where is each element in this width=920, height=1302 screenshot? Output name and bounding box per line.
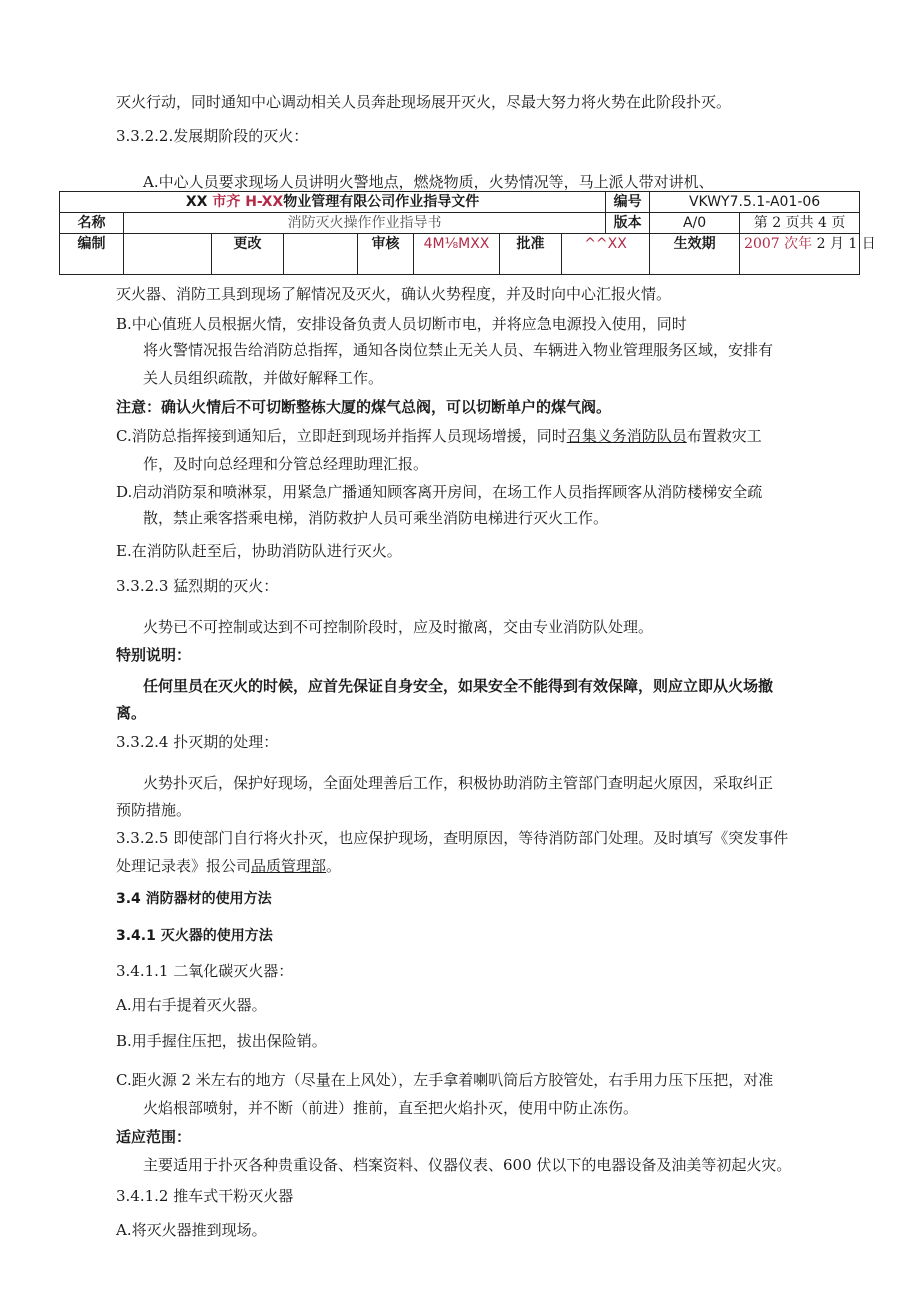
paragraph-line: 灭火器、消防工具到现场了解情况及灭火，确认火势程度，并及时向中心汇报火情。 bbox=[116, 285, 672, 303]
company-prefix: XX bbox=[185, 194, 208, 210]
edit-value bbox=[124, 234, 212, 275]
section-heading: 3.3.2.2.发展期阶段的灭火： bbox=[116, 127, 309, 145]
paragraph-segment: C.消防总指挥接到通知后，立即赶到现场并指挥人员现场增援，同时 bbox=[116, 427, 567, 445]
special-note-label: 特别说明： bbox=[116, 646, 192, 664]
paragraph-line: 灭火行动，同时通知中心调动相关人员奔赴现场展开灭火，尽最大努力将火势在此阶段扑灭。 bbox=[116, 93, 732, 111]
special-note-text: 离。 bbox=[116, 704, 147, 722]
company-city: 市齐 bbox=[212, 194, 241, 210]
section-heading: 3.4.1.2 推车式干粉灭火器 bbox=[116, 1187, 294, 1205]
paragraph-line: 3.3.2.5 即使部门自行将火扑灭，也应保护现场，查明原因，等待消防部门处理。及时填写《突发事件 bbox=[116, 829, 789, 847]
company-code: H-XX bbox=[245, 194, 284, 210]
name-label: 名称 bbox=[60, 213, 124, 234]
paragraph-line: 散，禁止乘客搭乘电梯，消防救护人员可乘坐消防电梯进行灭火工作。 bbox=[143, 509, 609, 527]
paragraph-segment: 处理记录表》报公司 bbox=[116, 857, 252, 875]
paragraph-line: A.用右手提着灭火器。 bbox=[116, 996, 267, 1014]
document-header-table bbox=[59, 191, 876, 275]
change-value bbox=[284, 234, 358, 275]
paragraph-segment: 布置救灾工 bbox=[686, 427, 762, 445]
paragraph-line: 火焰根部喷射，并不断（前进）推前，直至把火焰扑灭，使用中防止冻伤。 bbox=[143, 1099, 639, 1117]
change-label: 更改 bbox=[212, 234, 284, 275]
section-heading: 3.3.2.3 猛烈期的灭火： bbox=[116, 577, 279, 595]
version-label: 版本 bbox=[606, 213, 650, 234]
paragraph-line: 作，及时向总经理和分管总经理助理汇报。 bbox=[143, 455, 429, 473]
version-value: A/0 bbox=[650, 213, 740, 234]
notice-text: 注意：确认火情后不可切断整栋大厦的煤气总阀，可以切断单户的煤气阀。 bbox=[116, 398, 612, 416]
effective-year: 2007 次年 bbox=[744, 236, 813, 252]
paragraph-line: C.距火源 2 米左右的地方（尽量在上风处），左手拿着喇叭筒后方胶管处，右手用力压下压把，对准 bbox=[116, 1071, 774, 1089]
code-label: 编号 bbox=[606, 192, 650, 213]
page-info: 第 2 页共 4 页 bbox=[740, 213, 860, 234]
paragraph-line: A.中心人员要求现场人员讲明火警地点，燃烧物质，火势情况等，马上派人带对讲机、 bbox=[143, 173, 714, 191]
paragraph-line: 将火警情况报告给消防总指挥，通知各岗位禁止无关人员、车辆进入物业管理服务区域，安排有 bbox=[143, 341, 774, 359]
section-heading: 3.3.2.4 扑灭期的处理： bbox=[116, 733, 279, 751]
company-suffix: 物业管理有限公司作业指导文件 bbox=[283, 194, 480, 210]
paragraph-line: A.将灭火器推到现场。 bbox=[116, 1221, 267, 1239]
review-label: 审核 bbox=[358, 234, 414, 275]
quality-dept-link: 品质管理部 bbox=[251, 857, 327, 875]
approve-label: 批准 bbox=[500, 234, 562, 275]
approve-value: ^^XX bbox=[562, 234, 650, 275]
code-value: VKWY7.5.1-A01-06 bbox=[650, 192, 860, 213]
volunteer-team-link: 召集义务消防队员 bbox=[566, 427, 687, 445]
special-note-text: 任何里员在灭火的时候，应首先保证自身安全，如果安全不能得到有效保障，则应立即从火场撤 bbox=[143, 677, 774, 695]
paragraph-line: B.中心值班人员根据火情，安排设备负责人员切断市电，并将应急电源投入使用，同时 bbox=[116, 315, 687, 333]
paragraph-line bbox=[116, 856, 341, 876]
paragraph-line: 火势扑灭后，保护好现场，全面处理善后工作，积极协助消防主管部门查明起火原因，采取纠正 bbox=[143, 774, 774, 792]
paragraph-line: 火势已不可控制或达到不可控制阶段时，应及时撤离，交由专业消防队处理。 bbox=[143, 618, 654, 636]
edit-label: 编制 bbox=[60, 234, 124, 275]
paragraph-line: D.启动消防泵和喷淋泵，用紧急广播通知顾客离开房间，在场工作人员指挥顾客从消防楼梯安全疏 bbox=[116, 483, 763, 501]
paragraph-line: B.用手握住压把，拔出保险销。 bbox=[116, 1032, 327, 1050]
effective-date-cell bbox=[740, 234, 876, 275]
paragraph-line: E.在消防队赶至后，协助消防队进行灭火。 bbox=[116, 542, 402, 560]
effective-label: 生效期 bbox=[650, 234, 740, 275]
review-value: 4M⅛MXX bbox=[414, 234, 500, 275]
paragraph-line: 主要适用于扑灭各种贵重设备、档案资料、仪器仪表、600 伏以下的电器设备及油美等初起火灾。 bbox=[143, 1156, 792, 1174]
paragraph-line: 预防措施。 bbox=[116, 801, 192, 819]
section-heading: 3.4.1 灭火器的使用方法 bbox=[116, 928, 273, 944]
section-heading: 3.4 消防器材的使用方法 bbox=[116, 891, 272, 907]
paragraph-line bbox=[116, 426, 762, 446]
section-heading: 3.4.1.1 二氧化碳灭火器： bbox=[116, 962, 294, 980]
paragraph-segment: 。 bbox=[326, 857, 342, 875]
scope-label: 适应范围： bbox=[116, 1128, 192, 1146]
paragraph-line: 关人员组织疏散，并做好解释工作。 bbox=[143, 369, 384, 387]
name-value: 消防灭火操作作业指导书 bbox=[124, 213, 606, 234]
company-title bbox=[60, 192, 606, 213]
effective-date: 2 月 1 日 bbox=[816, 236, 876, 252]
